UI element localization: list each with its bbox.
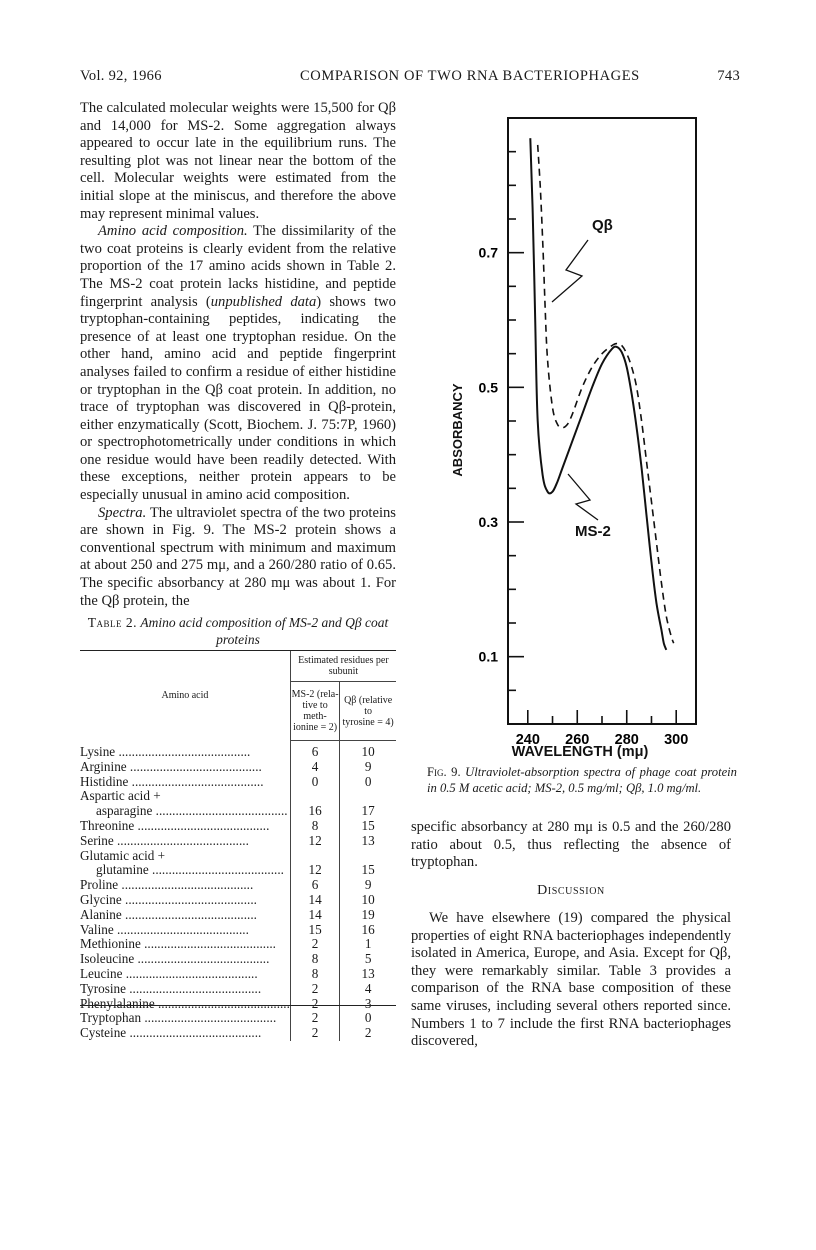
ms2-value: 12 bbox=[290, 863, 339, 878]
table-row bbox=[80, 952, 396, 967]
x-tick-label: 260 bbox=[565, 732, 590, 748]
x-axis-label: WAVELENGTH (mμ) bbox=[511, 744, 649, 760]
running-title: COMPARISON OF TWO RNA BACTERIOPHAGES bbox=[300, 68, 640, 84]
paragraph-continuation: specific absorbancy at 280 mμ is 0.5 and the 260/280 ratio about 0.5, thus reflecting the absence of tryptophan. bbox=[411, 819, 731, 871]
amino-acid-name: Isoleucine ........................................ bbox=[80, 952, 270, 967]
amino-acid-table bbox=[80, 650, 396, 1041]
series-line-ms2 bbox=[530, 138, 666, 650]
amino-acid-name: Proline ........................................ bbox=[80, 878, 254, 893]
ms2-value: 6 bbox=[290, 878, 339, 893]
table-row bbox=[80, 1026, 396, 1041]
table-row bbox=[80, 819, 396, 834]
ms2-value: 15 bbox=[290, 923, 339, 938]
qb-value: 0 bbox=[340, 775, 396, 790]
qb-value: 10 bbox=[340, 741, 396, 760]
table-bottom-rule bbox=[80, 1005, 396, 1006]
ms2-value: 8 bbox=[290, 967, 339, 982]
right-column-discussion bbox=[411, 910, 731, 1051]
annotation-ms2: MS-2 bbox=[575, 523, 611, 540]
amino-acid-name: Leucine ........................................ bbox=[80, 966, 258, 981]
amino-acid-name: Valine ........................................ bbox=[80, 922, 249, 937]
ms2-value: 12 bbox=[290, 834, 339, 849]
amino-acid-name: Threonine ........................................ bbox=[80, 818, 270, 833]
table-row bbox=[80, 760, 396, 775]
table2-label: Table 2. bbox=[87, 615, 138, 630]
amino-acid-name: Aspartic acid + bbox=[80, 789, 161, 804]
ms2-value: 4 bbox=[290, 760, 339, 775]
amino-acid-name: Histidine ........................................ bbox=[80, 774, 264, 789]
qb-value bbox=[340, 789, 396, 804]
table-row bbox=[80, 789, 396, 804]
amino-acid-name: asparagine ........................................ bbox=[96, 804, 288, 819]
y-tick-label: 0.7 bbox=[478, 244, 498, 261]
table-row bbox=[80, 849, 396, 864]
spectra-text: The ultraviolet spectra of the two proteins are shown in Fig. 9. The MS-2 protein shows a conventional spectrum with minimum and maximum at about 250 and 275 mμ, and a 260/280 ratio of 0.65. The specific absorbancy at 280 mμ was about 1. For the Qβ protein, the bbox=[80, 504, 396, 609]
qb-value: 9 bbox=[340, 760, 396, 775]
x-axis-ticks bbox=[516, 710, 689, 748]
amino-acid-name: Serine ........................................ bbox=[80, 833, 249, 848]
qb-value: 13 bbox=[340, 834, 396, 849]
y-axis-ticks bbox=[479, 152, 524, 691]
ms2-value: 14 bbox=[290, 893, 339, 908]
amino-acid-name: Alanine ........................................ bbox=[80, 907, 257, 922]
amino-acid-name: Phenylalanine ........................................ bbox=[80, 996, 290, 1011]
table-row bbox=[80, 967, 396, 982]
table-row bbox=[80, 908, 396, 923]
annotation-qb: Qβ bbox=[592, 217, 613, 234]
amino-acid-name: Lysine ........................................ bbox=[80, 743, 251, 759]
table-row bbox=[80, 997, 396, 1012]
qb-value bbox=[340, 849, 396, 864]
table-row bbox=[80, 937, 396, 952]
ms2-value: 0 bbox=[290, 775, 339, 790]
amino-acid-name: Tryptophan ........................................ bbox=[80, 1011, 277, 1026]
amino-acid-name: Methionine ........................................ bbox=[80, 937, 276, 952]
figure-caption bbox=[427, 765, 737, 796]
amino-acid-name: Cysteine ........................................ bbox=[80, 1026, 262, 1041]
qb-value: 16 bbox=[340, 923, 396, 938]
qb-value: 10 bbox=[340, 893, 396, 908]
col-header-amino: Amino acid bbox=[80, 651, 290, 741]
figure-caption-text: Ultraviolet-absorption spectra of phage coat protein in 0.5 M acetic acid; MS-2, 0.5 mg/ml; Qβ, 1.0 mg/ml. bbox=[427, 765, 737, 795]
ms2-value bbox=[290, 789, 339, 804]
ms2-value: 8 bbox=[290, 819, 339, 834]
qb-value: 1 bbox=[340, 937, 396, 952]
paragraph-discussion: We have elsewhere (19) compared the physical properties of eight RNA bacteriophages independently isolated in America, Europe, and Asia. Except for Qβ, they were remarkably similar. Table 3 provides a comparison of the RNA base composition of these same viruses, including several others reported since. Numbers 1 to 7 include the first RNA bacteriophages discovered, bbox=[411, 910, 731, 1050]
table-row bbox=[80, 982, 396, 997]
page-number: 743 bbox=[717, 68, 740, 84]
ms2-value bbox=[290, 849, 339, 864]
ms2-value: 2 bbox=[290, 997, 339, 1012]
amino-text-italic: unpublished data bbox=[210, 293, 317, 310]
amino-acid-name: Tyrosine ........................................ bbox=[80, 981, 262, 996]
right-column-continuation bbox=[411, 819, 731, 872]
uv-spectra-chart bbox=[440, 100, 740, 760]
amino-acid-name: Arginine ........................................ bbox=[80, 759, 262, 774]
table-row bbox=[80, 863, 396, 878]
plot-frame bbox=[508, 118, 696, 724]
col-header-qb: Qβ (relative to tyrosine = 4) bbox=[340, 682, 396, 741]
col-header-ms2: MS-2 (rela- tive to meth- ionine = 2) bbox=[290, 682, 339, 741]
amino-acid-name: glutamine ........................................ bbox=[96, 863, 284, 878]
heading-amino-acid-composition: Amino acid composition. bbox=[98, 223, 248, 240]
qb-value: 9 bbox=[340, 878, 396, 893]
table-row bbox=[80, 804, 396, 819]
ms2-value: 2 bbox=[290, 1011, 339, 1026]
qb-pointer bbox=[552, 240, 588, 302]
table-row bbox=[80, 878, 396, 893]
ms2-value: 2 bbox=[290, 982, 339, 997]
qb-value: 3 bbox=[340, 997, 396, 1012]
qb-value: 17 bbox=[340, 804, 396, 819]
amino-acid-name: Glutamic acid + bbox=[80, 848, 166, 863]
qb-value: 13 bbox=[340, 967, 396, 982]
discussion-heading: Discussion bbox=[537, 883, 605, 898]
table-row bbox=[80, 775, 396, 790]
ms2-value: 2 bbox=[290, 1026, 339, 1041]
table-body bbox=[80, 741, 396, 1041]
paragraph-amino-acid-composition bbox=[80, 223, 396, 505]
ms2-value: 8 bbox=[290, 952, 339, 967]
table2-caption-text: Amino acid composition of MS-2 and Qβ coat proteins bbox=[140, 615, 389, 647]
ms2-value: 16 bbox=[290, 804, 339, 819]
y-tick-label: 0.5 bbox=[478, 379, 498, 396]
paragraph-spectra bbox=[80, 505, 396, 611]
table-row bbox=[80, 893, 396, 908]
col-header-group: Estimated residues per subunit bbox=[290, 651, 396, 682]
amino-acid-name: Glycine ........................................ bbox=[80, 892, 257, 907]
running-header bbox=[80, 68, 740, 88]
ms2-value: 14 bbox=[290, 908, 339, 923]
qb-value: 4 bbox=[340, 982, 396, 997]
heading-spectra: Spectra. bbox=[98, 504, 147, 521]
ms2-pointer bbox=[568, 474, 598, 520]
table-row bbox=[80, 834, 396, 849]
volume-label: Vol. 92, 1966 bbox=[80, 68, 162, 84]
qb-value: 19 bbox=[340, 908, 396, 923]
amino-text-b: ) shows two tryptophan-containing peptides, indicating the presence of at least one tryptophan residue. On the other hand, amino acid and peptide fingerprint analyses failed to confirm a residue of either histidine or tryptophan in the Qβ coat protein. In addition, no trace of tryptophan was discovered in Qβ-protein, either enzymatically (Scott, Biochem. J. 75:7P, 1960) or spectrophotometrically under conditions in which one residue would have been readily detected. With these exceptions, neither protein appears to be especially unusual in amino acid composition. bbox=[80, 293, 396, 504]
table-row bbox=[80, 923, 396, 938]
x-tick-label: 300 bbox=[664, 732, 689, 748]
table2-caption bbox=[80, 614, 396, 648]
table-row bbox=[80, 741, 396, 760]
y-tick-label: 0.1 bbox=[478, 648, 498, 665]
x-tick-label: 240 bbox=[515, 732, 540, 748]
x-tick-label: 280 bbox=[614, 732, 639, 748]
qb-value: 5 bbox=[340, 952, 396, 967]
qb-value: 2 bbox=[340, 1026, 396, 1041]
ms2-value: 2 bbox=[290, 937, 339, 952]
figure-label: Fig. 9. bbox=[427, 765, 461, 779]
ms2-value: 6 bbox=[290, 741, 339, 760]
y-tick-label: 0.3 bbox=[478, 514, 498, 530]
qb-value: 15 bbox=[340, 819, 396, 834]
qb-value: 15 bbox=[340, 863, 396, 878]
paragraph-molecular-weights: The calculated molecular weights were 15,500 for Qβ and 14,000 for MS-2. Some aggregation always appeared to occur late in the equilibrium runs. The resulting plot was not linear near the bottom of the cell. Molecular weights were estimated from the initial slope at the miniscus, and therefore the above may represent minimal values. bbox=[80, 100, 396, 222]
left-column bbox=[80, 100, 396, 610]
table-row bbox=[80, 1011, 396, 1026]
amino-text-a: The dissimilarity of the two coat proteins is clearly evident from the relative proportion of the 17 amino acids shown in Table 2. The MS-2 coat protein lacks histidine, and peptide fingerprint analysis ( bbox=[80, 223, 396, 310]
qb-value: 0 bbox=[340, 1011, 396, 1026]
y-axis-label: ABSORBANCY bbox=[450, 383, 465, 477]
